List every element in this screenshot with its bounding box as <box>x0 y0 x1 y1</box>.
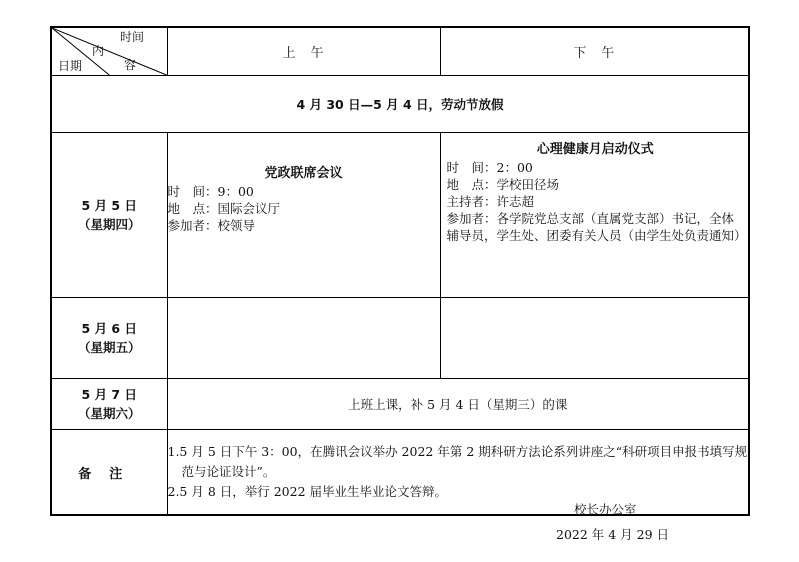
holiday-row <box>51 76 749 133</box>
day-date: 5 月 6 日 <box>81 321 137 336</box>
pm-empty-cell <box>440 298 749 379</box>
day-weekday: （星期六） <box>77 406 141 421</box>
diag-label-content-2: 容 <box>124 58 137 72</box>
diagonal-header-cell <box>51 27 167 76</box>
diag-label-time: 时间 <box>120 30 145 44</box>
signature-office: 校长办公室 <box>574 502 637 517</box>
day-weekday: （星期五） <box>77 340 141 355</box>
day-weekday: （星期四） <box>77 217 141 232</box>
remarks-label: 备注 <box>51 430 167 516</box>
day-note: 上班上课，补 5 月 4 日（星期三）的课 <box>167 379 749 430</box>
event-time: 时 间：9：00 <box>167 184 254 199</box>
signature-date: 2022 年 4 月 29 日 <box>556 527 670 542</box>
am-empty-cell <box>167 298 440 379</box>
pm-event <box>440 133 749 298</box>
event-participants: 参加者：各学院党总支部（直属党支部）书记，全体辅导员，学生处、团委有关人员（由学生处负责通知） <box>446 211 747 243</box>
event-time: 时 间：2：00 <box>446 160 533 175</box>
day-row <box>51 379 749 430</box>
am-event <box>167 133 440 298</box>
diag-label-date: 日期 <box>58 59 83 73</box>
day-cell <box>51 379 167 430</box>
header-pm: 下 午 <box>440 27 749 76</box>
day-row <box>51 298 749 379</box>
remark-item: 2.5 月 8 日，举行 2022 届毕业生毕业论文答辩。 <box>167 484 448 499</box>
remarks-content <box>167 430 749 516</box>
event-participants: 参加者：校领导 <box>167 218 256 233</box>
event-title: 心理健康月启动仪式 <box>536 142 654 157</box>
remark-item: 1.5 月 5 日下午 3：00，在腾讯会议举办 2022 年第 2 期科研方法论系列讲座之“科研项目申报书填写规范与论证设计”。 <box>167 444 748 479</box>
event-location: 地 点：国际会议厅 <box>167 201 281 216</box>
header-am: 上 午 <box>167 27 440 76</box>
remarks-row <box>51 430 749 516</box>
schedule-table <box>50 26 750 516</box>
day-date: 5 月 5 日 <box>81 198 137 213</box>
diag-label-content-1: 内 <box>92 44 105 58</box>
day-row <box>51 133 749 298</box>
day-cell <box>51 298 167 379</box>
day-cell <box>51 133 167 298</box>
event-host: 主持者：许志超 <box>446 194 535 209</box>
day-date: 5 月 7 日 <box>81 387 137 402</box>
event-title: 党政联席会议 <box>264 166 343 181</box>
event-location: 地 点：学校田径场 <box>446 177 560 192</box>
header-row <box>51 27 749 76</box>
holiday-notice: 4 月 30 日—5 月 4 日，劳动节放假 <box>51 76 749 133</box>
